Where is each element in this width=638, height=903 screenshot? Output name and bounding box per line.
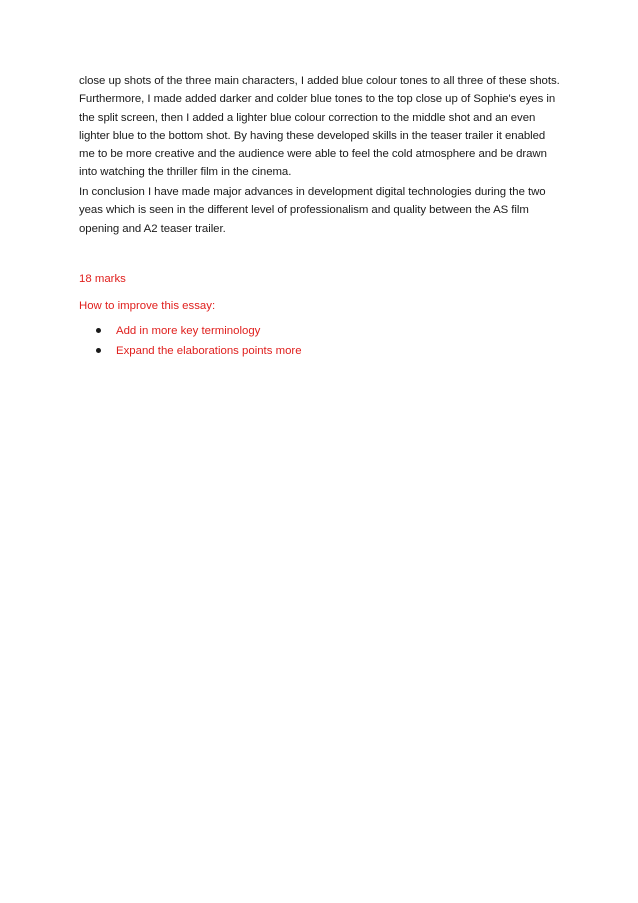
bullet-icon	[96, 328, 101, 333]
improvement-list	[79, 321, 302, 361]
essay-paragraph-2: In conclusion I have made major advances in development digital technologies during the two yeas which is seen in the different level of professionalism and quality between the AS film opening and A2 teaser trailer.	[79, 186, 546, 235]
bullet-icon	[96, 348, 101, 353]
improvement-point-2: Expand the elaborations points more	[116, 345, 302, 357]
marks-score: 18 marks	[79, 273, 126, 285]
essay-paragraph-1: close up shots of the three main characters, I added blue colour tones to all three of these shots. Furthermore, I made added darker and colder blue tones to the top close up of Sophie's eyes in the split screen, then I added a lighter blue colour correction to the middle shot and an even lighter blue to the bottom shot. By having these developed skills in the teaser trailer it enabled me to be more creative and the audience were able to feel the cold atmosphere and be drawn into watching the thriller film in the cinema.	[79, 75, 560, 179]
improvement-heading: How to improve this essay:	[79, 300, 216, 312]
improvement-point-1: Add in more key terminology	[116, 325, 261, 337]
list-item	[79, 341, 302, 361]
list-item	[79, 321, 302, 341]
